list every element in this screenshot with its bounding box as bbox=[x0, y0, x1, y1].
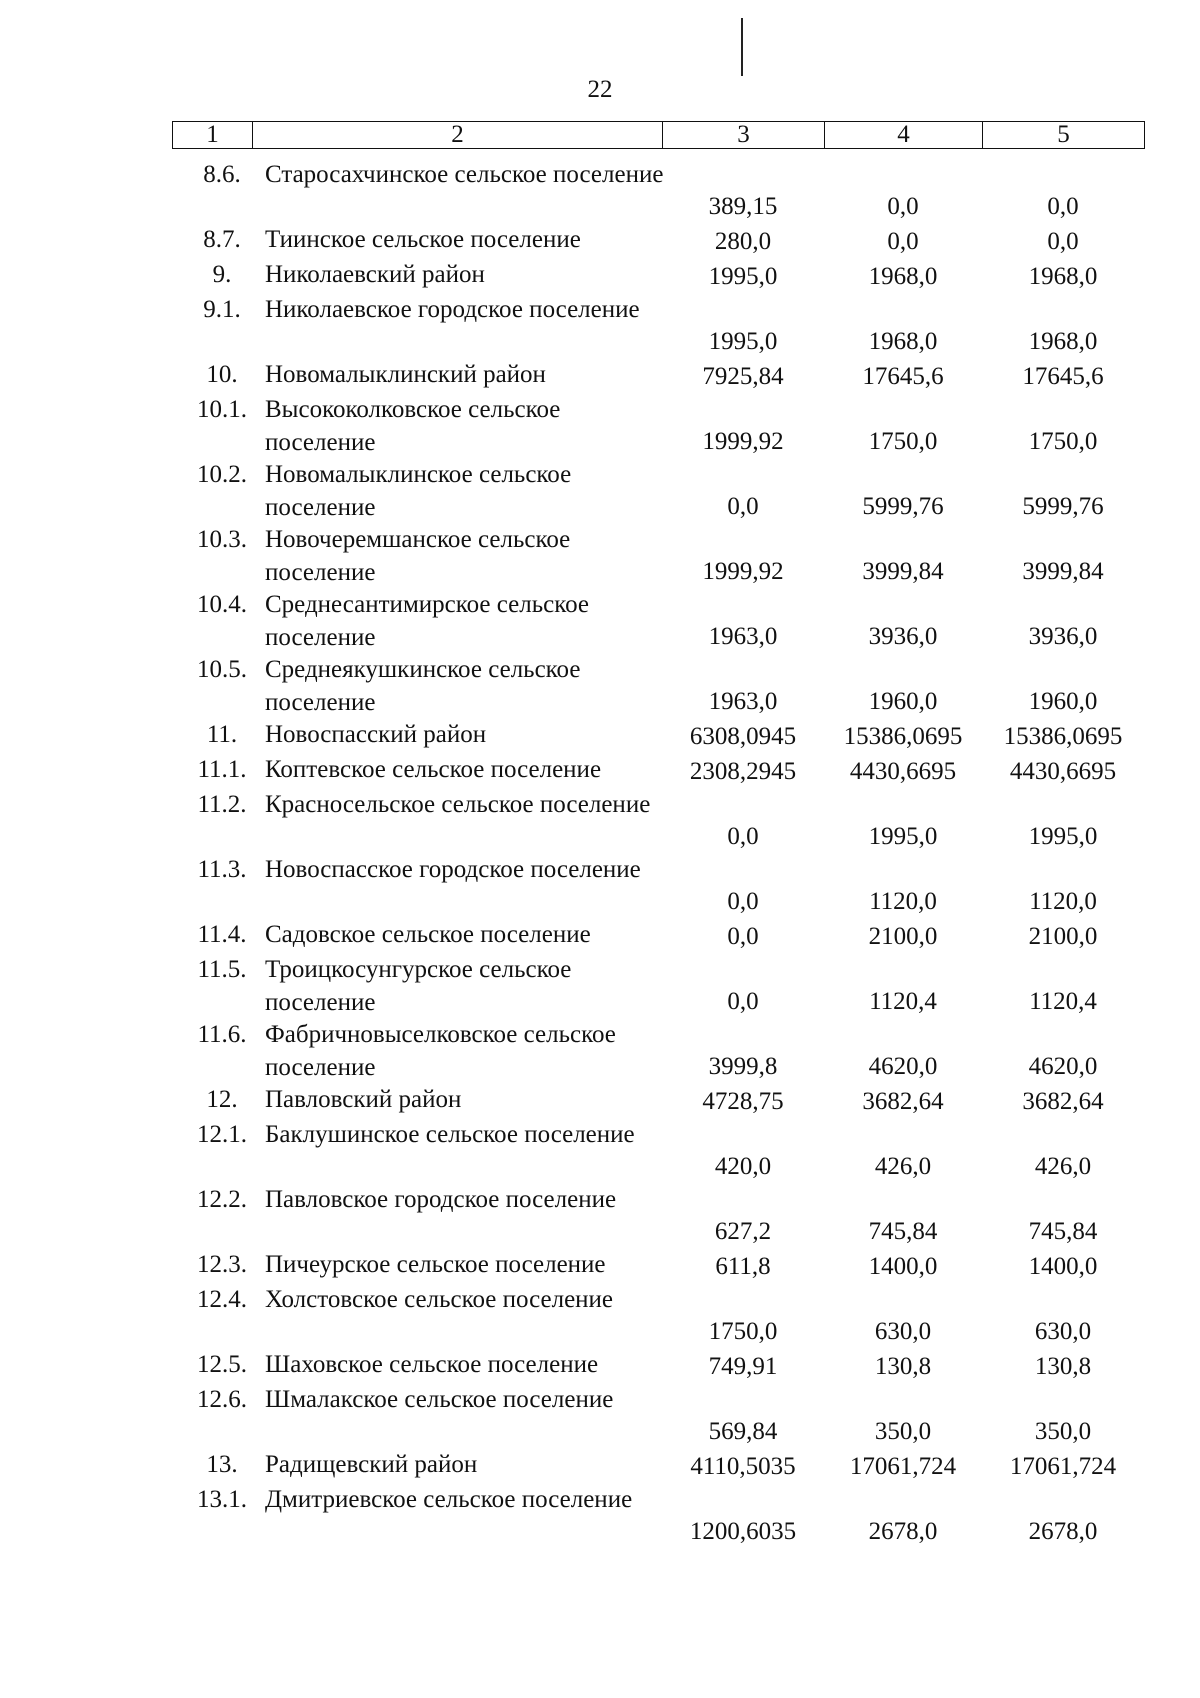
table-row bbox=[172, 158, 1144, 223]
row-value-5: 15386,0695 bbox=[1003, 723, 1123, 750]
row-value-4: 130,8 bbox=[874, 1353, 932, 1380]
row-name: Павловский район bbox=[265, 1086, 462, 1113]
row-value-5: 130,8 bbox=[1034, 1353, 1092, 1380]
row-name: Садовское сельское поселение bbox=[265, 921, 591, 948]
row-value-3: 6308,0945 bbox=[689, 723, 797, 750]
row-value-4: 1400,0 bbox=[868, 1253, 938, 1280]
row-value-4: 745,84 bbox=[868, 1218, 938, 1245]
row-name: Новомалыклинский район bbox=[265, 361, 546, 388]
column-header-5: 5 bbox=[983, 122, 1145, 149]
row-value-4: 17061,724 bbox=[849, 1453, 957, 1480]
row-value-3: 0,0 bbox=[727, 493, 759, 520]
row-value-4: 3936,0 bbox=[868, 623, 938, 650]
row-value-5: 1995,0 bbox=[1028, 823, 1098, 850]
table-row bbox=[172, 393, 1144, 458]
table-row bbox=[172, 1248, 1144, 1283]
row-number: 9.1. bbox=[203, 296, 241, 323]
table-row bbox=[172, 753, 1144, 788]
row-number: 10.1. bbox=[197, 396, 247, 423]
row-value-5: 0,0 bbox=[1047, 228, 1079, 255]
row-name: Высококолковское сельское поселение bbox=[265, 396, 561, 456]
row-value-3: 611,8 bbox=[715, 1253, 771, 1280]
row-value-5: 5999,76 bbox=[1022, 493, 1104, 520]
table-row bbox=[172, 358, 1144, 393]
row-value-5: 4620,0 bbox=[1028, 1053, 1098, 1080]
row-number: 10.2. bbox=[197, 461, 247, 488]
row-number: 12.3. bbox=[197, 1251, 247, 1278]
row-name: Среднеякушкинское сельское поселение bbox=[265, 656, 581, 716]
row-value-3: 4110,5035 bbox=[690, 1453, 796, 1480]
row-name: Шаховское сельское поселение bbox=[265, 1351, 599, 1378]
row-value-3: 389,15 bbox=[708, 193, 778, 220]
row-number: 12.6. bbox=[197, 1386, 247, 1413]
row-name: Новомалыклинское сельское поселение bbox=[265, 461, 572, 521]
row-name: Троицкосунгурское сельское поселение bbox=[265, 956, 572, 1016]
row-value-4: 3682,64 bbox=[862, 1088, 944, 1115]
row-value-4: 1995,0 bbox=[868, 823, 938, 850]
row-number: 12.1. bbox=[197, 1121, 247, 1148]
row-name: Баклушинское сельское поселение bbox=[265, 1121, 635, 1148]
table-row bbox=[172, 953, 1144, 1018]
row-name: Фабричновыселковское сельское поселение bbox=[265, 1021, 616, 1081]
row-value-5: 3682,64 bbox=[1022, 1088, 1104, 1115]
row-value-3: 1750,0 bbox=[708, 1318, 778, 1345]
row-value-3: 0,0 bbox=[727, 988, 759, 1015]
row-name: Новоспасское городское поселение bbox=[265, 856, 641, 883]
row-value-3: 0,0 bbox=[727, 823, 759, 850]
row-value-3: 4728,75 bbox=[702, 1088, 784, 1115]
row-value-4: 3999,84 bbox=[862, 558, 944, 585]
row-value-4: 350,0 bbox=[874, 1418, 932, 1445]
row-value-3: 1995,0 bbox=[708, 263, 778, 290]
row-value-4: 2678,0 bbox=[868, 1518, 938, 1545]
table-row bbox=[172, 1018, 1144, 1083]
row-number: 11.4. bbox=[197, 921, 247, 948]
table-row bbox=[172, 1083, 1144, 1118]
row-value-4: 17645,6 bbox=[862, 363, 944, 390]
row-number: 11.5. bbox=[197, 956, 247, 983]
row-name: Павловское городское поселение bbox=[265, 1186, 617, 1213]
table-row bbox=[172, 523, 1144, 588]
row-value-4: 15386,0695 bbox=[843, 723, 963, 750]
row-number: 8.6. bbox=[203, 161, 241, 188]
row-name: Радищевский район bbox=[265, 1451, 478, 1478]
row-value-4: 5999,76 bbox=[862, 493, 944, 520]
row-name: Николаевский район bbox=[265, 261, 485, 288]
column-header-2: 2 bbox=[253, 122, 663, 149]
row-value-5: 630,0 bbox=[1034, 1318, 1092, 1345]
row-value-3: 1999,92 bbox=[702, 428, 784, 455]
row-value-5: 1960,0 bbox=[1028, 688, 1098, 715]
row-value-4: 1968,0 bbox=[868, 263, 938, 290]
page-number: 22 bbox=[587, 76, 613, 103]
table-row bbox=[172, 258, 1144, 293]
row-value-4: 1750,0 bbox=[868, 428, 938, 455]
table-row bbox=[172, 1348, 1144, 1383]
row-name: Среднесантимирское сельское поселение bbox=[265, 591, 590, 651]
row-value-3: 0,0 bbox=[727, 923, 759, 950]
table-row bbox=[172, 718, 1144, 753]
row-number: 12.2. bbox=[197, 1186, 247, 1213]
row-value-4: 1968,0 bbox=[868, 328, 938, 355]
row-name: Новоспасский район bbox=[265, 721, 487, 748]
table-row bbox=[172, 223, 1144, 258]
column-header-table bbox=[172, 121, 1145, 149]
row-name: Красносельское сельское поселение bbox=[265, 791, 651, 818]
row-value-5: 1750,0 bbox=[1028, 428, 1098, 455]
table-row bbox=[172, 293, 1144, 358]
column-header-3: 3 bbox=[663, 122, 825, 149]
row-value-4: 4430,6695 bbox=[849, 758, 957, 785]
row-value-3: 2308,2945 bbox=[689, 758, 797, 785]
row-number: 12.5. bbox=[197, 1351, 247, 1378]
row-name: Коптевское сельское поселение bbox=[265, 756, 602, 783]
table-row bbox=[172, 918, 1144, 953]
row-number: 11.6. bbox=[197, 1021, 247, 1048]
table-row bbox=[172, 1383, 1144, 1448]
row-name: Тиинское сельское поселение bbox=[265, 226, 581, 253]
column-header-1: 1 bbox=[173, 122, 253, 149]
row-name: Новочеремшанское сельское поселение bbox=[265, 526, 571, 586]
row-value-5: 745,84 bbox=[1028, 1218, 1098, 1245]
scan-edge-mark bbox=[741, 18, 743, 76]
row-value-3: 1200,6035 bbox=[689, 1518, 797, 1545]
row-name: Холстовское сельское поселение bbox=[265, 1286, 614, 1313]
row-number: 10.4. bbox=[197, 591, 247, 618]
row-number: 8.7. bbox=[203, 226, 241, 253]
row-value-3: 569,84 bbox=[708, 1418, 778, 1445]
row-value-3: 280,0 bbox=[714, 228, 772, 255]
row-value-3: 627,2 bbox=[714, 1218, 772, 1245]
row-value-3: 1963,0 bbox=[708, 623, 778, 650]
row-number: 10. bbox=[206, 361, 238, 388]
row-number: 11.2. bbox=[197, 791, 247, 818]
row-number: 11.3. bbox=[197, 856, 247, 883]
row-value-5: 426,0 bbox=[1034, 1153, 1092, 1180]
row-value-5: 17061,724 bbox=[1009, 1453, 1117, 1480]
row-name: Пичеурское сельское поселение bbox=[265, 1251, 606, 1278]
table-row bbox=[172, 1118, 1144, 1183]
row-name: Николаевское городское поселение bbox=[265, 296, 640, 323]
row-number: 13.1. bbox=[197, 1486, 247, 1513]
table-row bbox=[172, 1183, 1144, 1248]
row-value-5: 3936,0 bbox=[1028, 623, 1098, 650]
row-value-3: 1995,0 bbox=[708, 328, 778, 355]
row-value-5: 3999,84 bbox=[1022, 558, 1104, 585]
row-name: Старосахчинское сельское поселение bbox=[265, 161, 664, 188]
row-value-5: 0,0 bbox=[1047, 193, 1079, 220]
row-number: 11. bbox=[206, 721, 238, 748]
row-value-3: 420,0 bbox=[714, 1153, 772, 1180]
row-name: Шмалакское сельское поселение bbox=[265, 1386, 614, 1413]
table-row bbox=[172, 788, 1144, 853]
row-value-5: 17645,6 bbox=[1022, 363, 1104, 390]
row-value-3: 7925,84 bbox=[702, 363, 784, 390]
row-value-4: 1120,0 bbox=[869, 888, 937, 915]
row-value-4: 4620,0 bbox=[868, 1053, 938, 1080]
table-row bbox=[172, 1448, 1144, 1483]
row-value-5: 2678,0 bbox=[1028, 1518, 1098, 1545]
row-value-3: 0,0 bbox=[727, 888, 759, 915]
row-value-4: 0,0 bbox=[887, 228, 919, 255]
row-value-4: 426,0 bbox=[874, 1153, 932, 1180]
table-row bbox=[172, 588, 1144, 653]
row-value-4: 630,0 bbox=[874, 1318, 932, 1345]
row-value-5: 1968,0 bbox=[1028, 328, 1098, 355]
row-value-4: 2100,0 bbox=[868, 923, 938, 950]
row-value-5: 350,0 bbox=[1034, 1418, 1092, 1445]
row-value-5: 4430,6695 bbox=[1009, 758, 1117, 785]
table-body bbox=[172, 158, 1144, 1548]
row-number: 12. bbox=[206, 1086, 238, 1113]
row-value-5: 1968,0 bbox=[1028, 263, 1098, 290]
table-row bbox=[172, 458, 1144, 523]
row-name: Дмитриевское сельское поселение bbox=[265, 1486, 633, 1513]
row-value-5: 1120,0 bbox=[1029, 888, 1097, 915]
row-number: 13. bbox=[206, 1451, 238, 1478]
row-value-5: 1400,0 bbox=[1028, 1253, 1098, 1280]
row-value-3: 749,91 bbox=[708, 1353, 778, 1380]
table-row bbox=[172, 1483, 1144, 1548]
column-header-4: 4 bbox=[825, 122, 983, 149]
row-number: 10.3. bbox=[197, 526, 247, 553]
row-value-5: 1120,4 bbox=[1029, 988, 1097, 1015]
row-number: 9. bbox=[212, 261, 232, 288]
row-value-5: 2100,0 bbox=[1028, 923, 1098, 950]
row-number: 12.4. bbox=[197, 1286, 247, 1313]
row-value-4: 0,0 bbox=[887, 193, 919, 220]
row-value-3: 3999,8 bbox=[708, 1053, 778, 1080]
row-value-4: 1960,0 bbox=[868, 688, 938, 715]
row-value-3: 1963,0 bbox=[708, 688, 778, 715]
row-number: 10.5. bbox=[197, 656, 247, 683]
table-row bbox=[172, 853, 1144, 918]
row-value-4: 1120,4 bbox=[869, 988, 937, 1015]
row-number: 11.1. bbox=[197, 756, 247, 783]
table-row bbox=[172, 653, 1144, 718]
table-row bbox=[172, 1283, 1144, 1348]
row-value-3: 1999,92 bbox=[702, 558, 784, 585]
